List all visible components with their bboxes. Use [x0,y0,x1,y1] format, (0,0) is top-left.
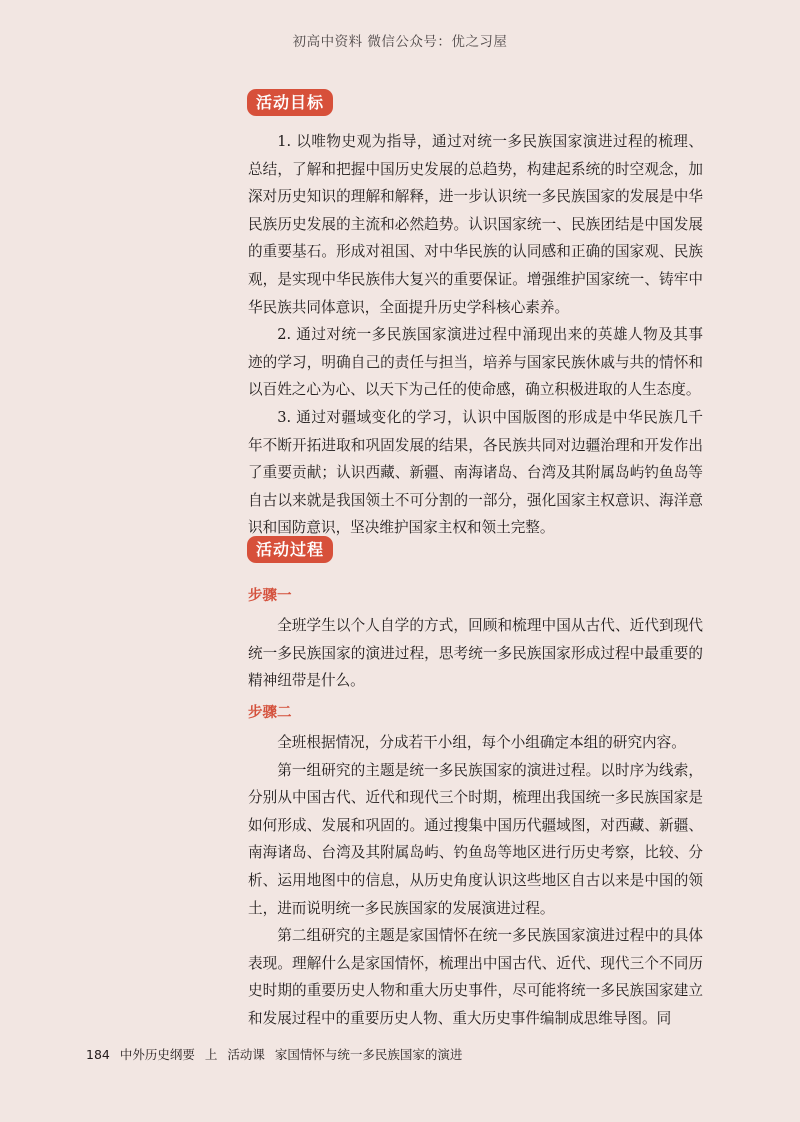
book-title: 中外历史纲要 [119,1047,195,1062]
step2-paragraph-2: 第一组研究的主题是统一多民族国家的演进过程。以时序为线索，分别从中国古代、近代和现代三个时期，梳理出我国统一多民族国家是如何形成、发展和巩固的。通过搜集中国历代疆域图，对西藏、新疆、南海诸岛、台湾及其附属岛屿、钓鱼岛等地区进行历史考察，比较、分析、运用地图中的信息，从历史角度认识这些地区自古以来是中国的领土，进而说明统一多民族国家的发展演进过程。 [248,761,703,917]
goal-paragraph-3: 3. 通过对疆域变化的学习，认识中国版图的形成是中华民族几千年不断开拓进取和巩固发展的结果，各民族共同对边疆治理和开发作出了重要贡献；认识西藏、新疆、南海诸岛、台湾及其附属岛屿钓鱼岛等自古以来就是我国领土不可分割的一部分，强化国家主权意识、海洋意识和国防意识，坚决维护国家主权和领土完整。 [248,408,703,537]
step2-text [248,729,703,1033]
header-watermark: 初高中资料 微信公众号：优之习屋 [292,34,508,50]
step1-paragraph-1: 全班学生以个人自学的方式，回顾和梳理中国从古代、近代到现代统一多民族国家的演进过程，思考统一多民族国家形成过程中最重要的精神纽带是什么。 [248,617,703,690]
step2-title: 步骤二 [248,705,292,721]
goal-paragraph-2: 2. 通过对统一多民族国家演进过程中涌现出来的英雄人物及其事迹的学习，明确自己的责任与担当，培养与国家民族休戚与共的情怀和以百姓之心为心、以天下为己任的使命感，确立积极进取的人生态度。 [248,326,703,399]
page-number: 184 [86,1047,110,1062]
step1-title: 步骤一 [248,588,292,604]
page-footer [86,1045,468,1063]
step2-paragraph-3: 第二组研究的主题是家国情怀在统一多民族国家演进过程中的具体表现。理解什么是家国情怀，梳理出中国古代、近代、现代三个不同历史时期的重要历史人物和重大历史事件，尽可能将统一多民族国家建立和发展过程中的重要历史人物、重大历史事件编制成思维导图。同 [248,927,703,1027]
course-label: 活动课 [227,1047,265,1062]
book-volume: 上 [204,1047,218,1062]
chapter-title: 家国情怀与统一多民族国家的演进 [274,1047,463,1062]
goal-paragraph-1: 1. 以唯物史观为指导，通过对统一多民族国家演进过程的梳理、总结，了解和把握中国历史发展的总趋势，构建起系统的时空观念，加深对历史知识的理解和解释，进一步认识统一多民族国家的发展是中华民族历史发展的主流和必然趋势。认识国家统一、民族团结是中国发展的重要基石。形成对祖国、对中华民族的认同感和正确的国家观、民族观，是实现中华民族伟大复兴的重要保证。增强维护国家统一、铸牢中华民族共同体意识，全面提升历史学科核心素养。 [248,133,703,316]
step1-text [248,612,703,695]
step2-paragraph-1: 全班根据情况，分成若干小组，每个小组确定本组的研究内容。 [277,734,686,751]
section-title-process: 活动过程 [247,536,333,563]
section-title-goals: 活动目标 [247,89,333,116]
goals-text [248,128,703,542]
